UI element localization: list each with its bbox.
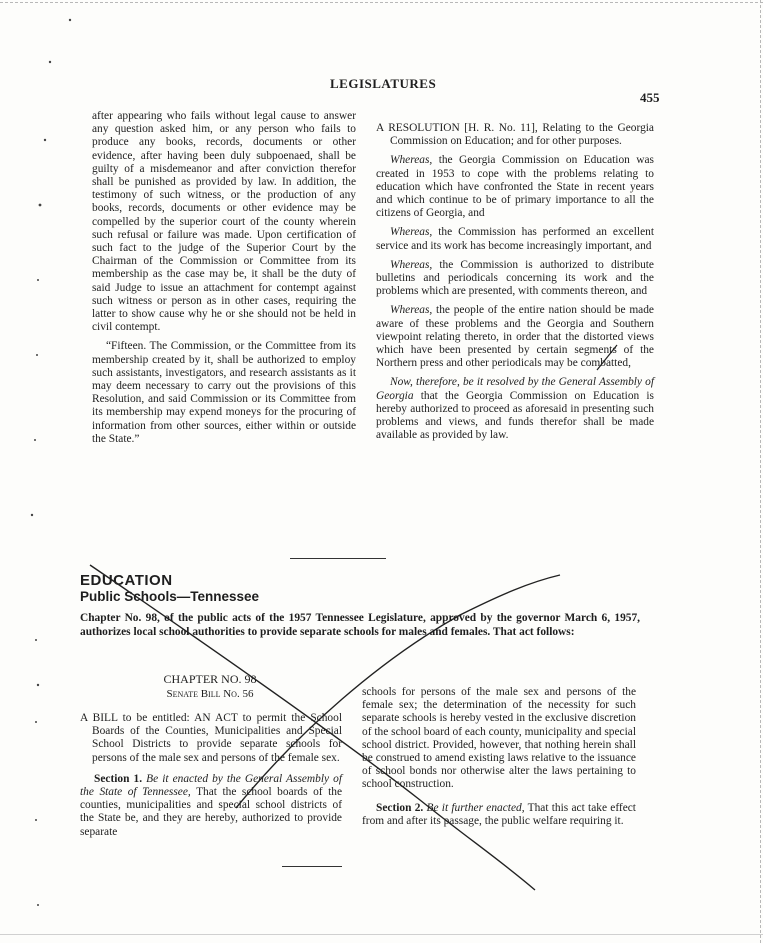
- resolution-title: A RESOLUTION [H. R. No. 11], Relating to the Georgia Commission on Education; and for other purposes.: [376, 122, 654, 148]
- speck: [44, 139, 46, 141]
- speck: [35, 721, 37, 723]
- speck: [37, 904, 39, 906]
- section-2-label: Section 2.: [376, 801, 424, 814]
- whereas-word: Whereas,: [390, 154, 433, 167]
- resolved-text: that the Georgia Commission on Education is hereby authorized to proceed as aforesaid in presenting such problems and views, and funds therefor shall be made available as provided by law.: [376, 389, 654, 442]
- section-1-text: That the school boards of the counties, municipalities and special school districts of the State be, and they are hereby, authorized to provide separate: [80, 786, 342, 838]
- section-2-text: That this act take effect from and after its passage, the public welfare requiring it.: [362, 801, 636, 827]
- speck: [35, 819, 37, 821]
- whereas-word: Whereas,: [390, 304, 433, 317]
- speck: [31, 514, 33, 516]
- running-header: LEGISLATURES: [330, 76, 437, 91]
- speck: [37, 684, 39, 686]
- page-number: 455: [640, 90, 660, 105]
- whereas-1-text: the Georgia Commission on Education was created in 1953 to cope with the problems relating to education which have confronted the State in recent years and which continue to be of primary importance to all the citizens of Georgia, and: [376, 154, 654, 220]
- section-1-enacting: Be it enacted by the General Assembly of the State of Tennessee,: [80, 772, 342, 799]
- speck: [34, 439, 36, 441]
- resolved-italic: Now, therefore, be it resolved by the General Assembly of Georgia: [376, 376, 654, 402]
- chapter-summary: Chapter No. 98, of the public acts of the 1957 Tennessee Legislature, approved by the governor March 6, 1957, authorizes local school authorities to provide separate schools for males and females. That act follows:: [80, 612, 640, 638]
- bill-continued: schools for persons of the male sex and persons of the female sex; the determination of the necessity for such separate schools is hereby vested in the exclusive discretion of the school board of each county, municipality and special school district. Provided, however, that nothing herein shall be construed to amend existing laws relative to the issuance of school bonds nor otherwise alter the laws pertaining to school construction.: [362, 686, 636, 791]
- left-paragraph-2: “Fifteen. The Commission, or the Committee from its membership created by it, shall be authorized to employ such assistants, investigators, and research assistants as it may deem necessary to carry out the provisions of this Resolution, and said Commission or its Committee from its membership may expend moneys for the procuring of information from other sources, either within or outside the State.”: [92, 340, 356, 445]
- section-2-enacting: Be it further enacted,: [426, 801, 525, 814]
- whereas-word: Whereas,: [390, 258, 433, 271]
- section-subtitle: Public Schools—Tennessee: [80, 589, 260, 604]
- chapter-number: CHAPTER NO. 98: [163, 672, 257, 686]
- speck: [69, 19, 71, 21]
- speck: [36, 354, 38, 356]
- senate-bill-number: Senate Bill No. 56: [166, 688, 254, 700]
- bill-intro: A BILL to be entitled: AN ACT to permit the School Boards of the Counties, Municipalities and Special School Districts to provide separate schools for persons of the male sex and persons of the female sex.: [80, 712, 342, 764]
- section-1-label: Section 1.: [94, 772, 143, 785]
- speck: [37, 279, 39, 281]
- speck: [49, 61, 51, 63]
- whereas-4-text: the people of the entire nation should be made aware of these problems and the Georgia and Southern viewpoint relating thereto, in order that the distorted views which have been presented by certain segments of the Northern press and other periodicals may be combatted,: [376, 304, 654, 370]
- left-paragraph-1: after appearing who fails without legal cause to answer any question asked him, or any person who fails to produce any books, records, documents or other evidence, after having been duly subpoenaed, shall be guilty of a misdemeanor and after conviction therefor shall be punished as provided by law. In addition, the testimony of such witness, or the production of any books, records, documents or other evidence may be compelled by the superior court of the county wherein such refusal or failure was made. Upon certification of such fact to the judge of the Superior Court by the Chairman of the Commission or Committee from its membership as the case may be, it shall be the duty of said Judge to issue an attachment for contempt against such witness or person as in other cases, requiring the latter to show cause why he or she should not be held in civil contempt.: [92, 110, 356, 334]
- speck: [35, 639, 37, 641]
- whereas-word: Whereas,: [390, 226, 433, 239]
- whereas-2-text: the Commission has performed an excellent service and its work has become increasingly important, and: [376, 226, 654, 252]
- section-title: EDUCATION: [80, 572, 173, 589]
- whereas-3-text: the Commission is authorized to distribute bulletins and periodicals concerning its work and the problems which are presented, with comments thereon, and: [376, 258, 654, 298]
- speck: [39, 204, 42, 207]
